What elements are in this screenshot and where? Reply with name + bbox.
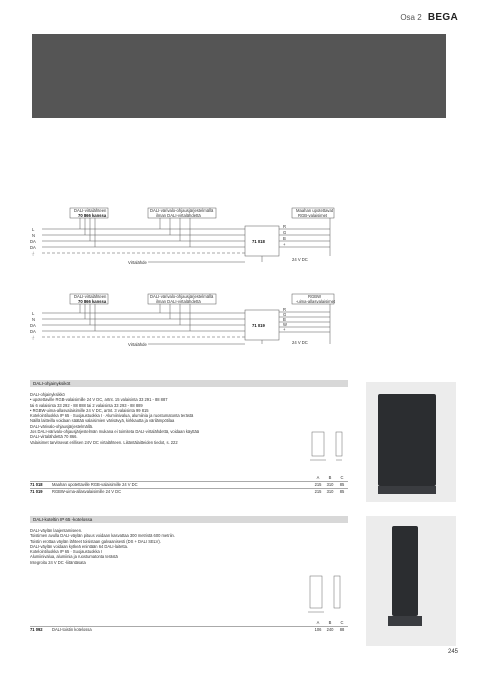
column-headers [30, 475, 348, 480]
desc-line: Näillä laitteilla voidaan säätää valaisimien värisävyä, kirkkautta ja värilämpötilaa [30, 418, 175, 424]
label-left-2: 70 866 kanssa [78, 299, 107, 304]
desc-line: Integroitu 24 V DC -liitäntäsata [30, 559, 86, 565]
table-row: 71 019 RGBW-uima-allasvalaisimille 24 V DC 215 310 85 [30, 488, 348, 495]
dimension-drawing [300, 572, 348, 618]
col-a: A [316, 475, 320, 480]
desc-line: DALI-väylän voidaan kytkeä enintään 64 DALI-laitetta. [30, 543, 129, 549]
hero-image [32, 34, 446, 118]
vdc-label: 24 V DC [292, 257, 308, 262]
section-description [30, 392, 348, 445]
line-label-l: L [32, 227, 35, 232]
desc-line: Valaisimet tarvitsevat erillisen 24V DC virtalähteen. Liitäntälaitteiden tiedot, s. 222 [30, 439, 178, 445]
module-code: 71 018 [252, 239, 265, 244]
out-b: B [283, 236, 286, 241]
wiring-diagram-2 [30, 292, 355, 362]
section-description [30, 528, 348, 565]
out-b: B [283, 317, 286, 322]
line-label-da2: DA [30, 245, 36, 250]
line-label-da2: DA [30, 329, 36, 334]
section-dali-controllers [30, 380, 348, 500]
desc-line: Toistimen avulla DALI-väylän pituus voidaan kasvattaa 300 metristä 600 metriin. [30, 533, 175, 539]
desc-line: DALI-virtalähdettä 70 866. [30, 434, 78, 440]
desc-line: DALI-väylän laajentamiseen. [30, 528, 83, 533]
label-left-2: 70 866 kanssa [78, 213, 107, 218]
vdc-label: 24 V DC [292, 340, 308, 345]
out-r: R [283, 224, 287, 229]
brand-logo: BEGA [427, 12, 458, 23]
label-left-1: DALI-virtalähteen [74, 208, 107, 213]
label-mid-1: DALI-värivalo-ohjausjärjestelmällä [150, 294, 214, 299]
desc-line: Alumiinivalua, alumiinia ja ruostumatonta terästä [30, 554, 118, 560]
out-plus: + [283, 327, 286, 332]
section-part: Osa 2 [400, 13, 422, 22]
desc-line: Kotelointiluokka IP 65 · Suojaustuokka I · Alumiinivalua, alumiinia ja ruostumatonta terästä [30, 413, 194, 419]
line-label-da1: DA [30, 239, 36, 244]
table-row: 71 018 Maahan upotettaville RGB-valaisimille 24 V DC 215 310 85 [30, 481, 348, 488]
desc-line: DALI-ohjainyksikkö [30, 392, 65, 397]
table-row: 71 092 DALI-toistin kotelossa 106 240 88 [30, 626, 348, 633]
line-label-da1: DA [30, 323, 36, 328]
out-w: W [283, 322, 287, 327]
label-mid-1: DALI-värivalo-ohjausjärjestelmällä [150, 208, 214, 213]
out-plus: + [283, 242, 286, 247]
out-r: R [283, 307, 287, 312]
label-right-2: RGB-valaisimet [298, 213, 328, 218]
desc-line: • RGBW-uima-allasvalaisimille 24 V DC, artnt. 3 valaisinta 99 815 [30, 407, 149, 413]
label-right-2: -uima-allasvalaisimet [296, 299, 336, 304]
page-header [400, 12, 458, 23]
section-title: DALI-koteltin IP 65 -kotelossa [30, 516, 348, 523]
line-label-earth: ⏚ [31, 251, 36, 256]
col-b: B [328, 620, 332, 625]
dimension-drawing [306, 428, 348, 468]
col-b: B [328, 475, 332, 480]
product-table [30, 626, 348, 633]
section-dali-repeater [30, 516, 348, 646]
desc-line: • upotettaville RGB-valaisimille 24 V DC, artnt. 15 valaisinta 33 291 - 88 887 [30, 397, 168, 403]
label-right-1: Maahan upotettavat [296, 208, 334, 213]
col-a: A [316, 620, 320, 625]
line-label-n: N [32, 317, 36, 322]
product-table [30, 481, 348, 494]
out-g: G [283, 230, 287, 235]
section-title: DALI-ohjainyksiköt [30, 380, 348, 387]
wiring-diagram-1 [30, 204, 355, 274]
desc-line: Kotelointiluokka IP 65 · Suojaustuokka I [30, 549, 103, 555]
out-g: G [283, 312, 287, 317]
line-label-l: L [32, 311, 35, 316]
psu-label: Virtalähde [128, 260, 147, 265]
col-c: C [340, 620, 344, 625]
line-label-n: N [32, 233, 36, 238]
line-label-earth: ⏚ [31, 335, 36, 340]
label-left-1: DALI-virtalähteen [74, 294, 107, 299]
product-photo-2 [366, 516, 456, 646]
product-photo-1 [366, 382, 456, 502]
label-mid-2: ilman DALI-virtalähdettä [156, 299, 201, 304]
column-headers [30, 620, 348, 625]
col-c: C [340, 475, 344, 480]
desc-line: tai 6 valaisinta 33 292 - 88 888 tai 2 valaisinta 33 293 - 88 889 [30, 402, 143, 408]
desc-line: DALI-värivalo-ohjausjärjestelmällä. [30, 423, 94, 429]
psu-label: Virtalähde [128, 342, 147, 347]
desc-line: Jos DALI-värivalo-ohjausjärjestelmän mukana ei toimiteta DALI-virtalähdettä, voidaan käyttää [30, 429, 200, 435]
label-right-1: RGBW [308, 294, 322, 299]
page-number: 245 [447, 649, 458, 655]
module-code: 71 019 [252, 323, 265, 328]
label-mid-2: ilman DALI-virtalähdettä [156, 213, 201, 218]
desc-line: Toistin erottaa väylän lähteet toisistaan galvaanisesti (DS + DALI SELV). [30, 538, 161, 544]
